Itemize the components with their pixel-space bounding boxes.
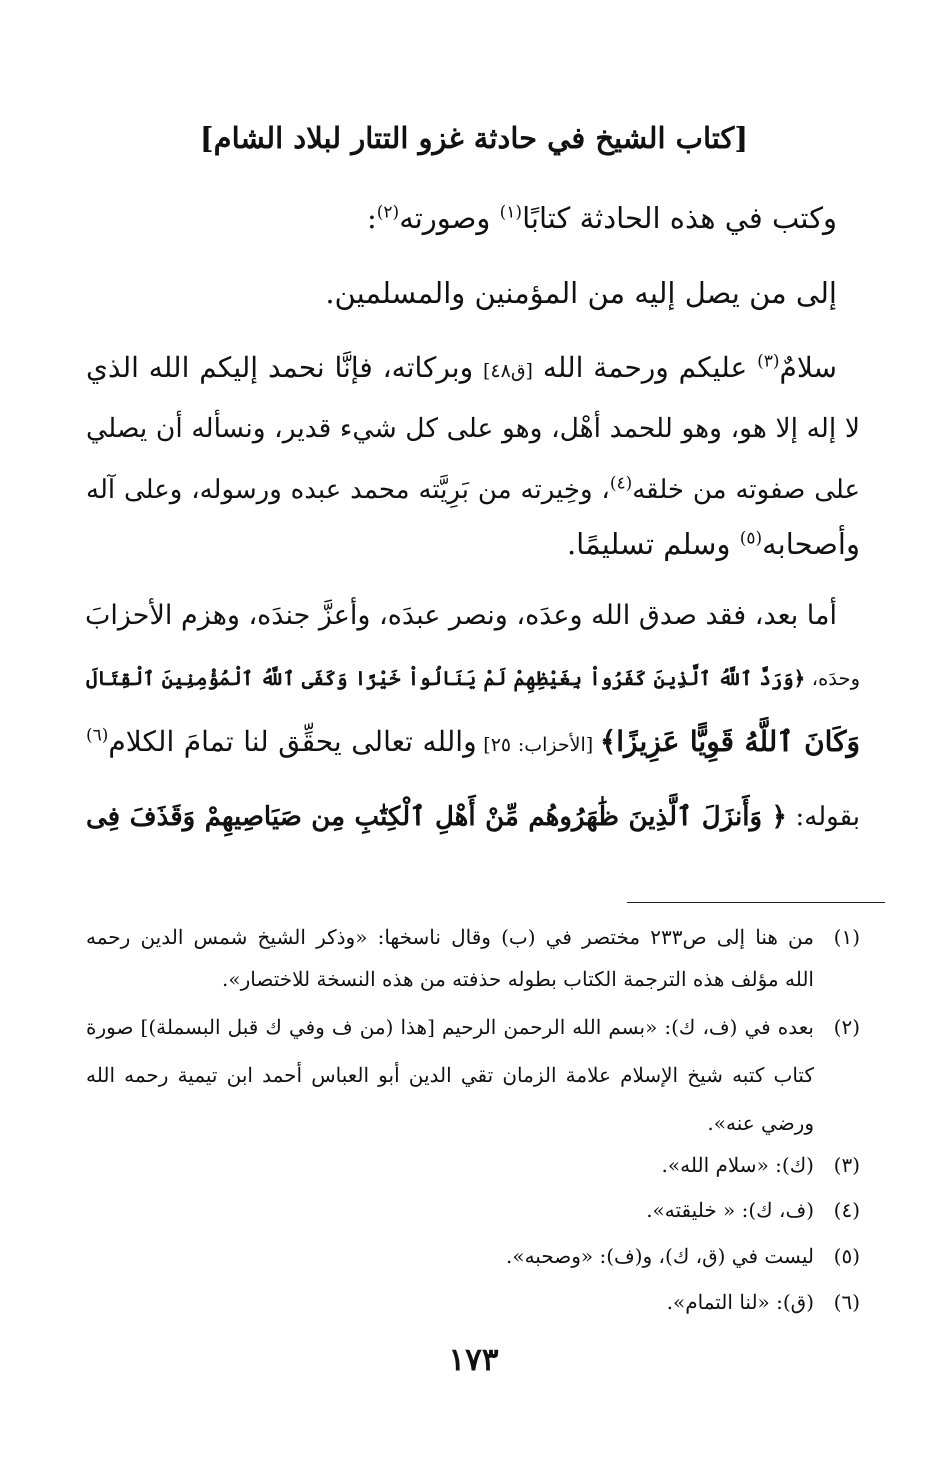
paragraph-line	[86, 512, 860, 576]
footnote-text: كتاب كتبه شيخ الإسلام علامة الزمان تقي الدين أبو العباس أحمد ابن تيمية رحمه الله	[86, 1063, 814, 1087]
footnote-line	[86, 1190, 860, 1230]
footnote-number: (١)	[833, 925, 860, 949]
footnote-text: بعده في (ف، ك): «بسم الله الرحمن الرحيم [هذا (من ف وفي ك قبل البسملة)] صورة	[86, 1015, 814, 1039]
footnote-number: (٢)	[833, 1015, 860, 1039]
footnote-line	[86, 1103, 814, 1143]
body-text: أما بعد، فقد صدق الله وعدَه، ونصر عبدَه، وأعزَّ جندَه، وهزم الأحزابَ	[84, 600, 837, 631]
footnote-marker: (٤)	[609, 473, 633, 494]
paragraph-line	[86, 336, 837, 400]
body-text: إلى من يصل إليه من المؤمنين والمسلمين.	[325, 276, 837, 310]
footnote-line	[86, 1007, 860, 1047]
footnote-text: الله مؤلف هذه الترجمة الكتاب بطوله حذفته من هذه النسخة للاختصار».	[222, 967, 814, 991]
footnote-marker: (٣)	[757, 351, 780, 372]
body-text: والله تعالى يحقِّق لنا تمامَ الكلام	[108, 725, 477, 758]
body-text: وسلم تسليمًا.	[566, 527, 740, 561]
body-text: وبركاته، فإنَّا نحمد إليكم الله الذي	[86, 351, 483, 384]
paragraph-line	[86, 647, 860, 711]
footnote-line	[86, 917, 860, 957]
footnote-number: (٣)	[833, 1153, 860, 1177]
footnote-line	[86, 959, 814, 999]
body-text: بقوله:	[786, 802, 860, 832]
footnote-line	[86, 1282, 860, 1322]
body-text: عليكم ورحمة الله	[532, 351, 758, 384]
footnote-marker: (١)	[499, 202, 523, 223]
page-number: ١٧٣	[448, 1342, 499, 1378]
paragraph-line	[86, 261, 837, 325]
body-text: على صفوته من خلقه	[632, 475, 861, 505]
quran-verse: ﴿ وَأَنزَلَ ٱلَّذِينَ ظَٰهَرُوهُم مِّنْ أَهْلِ ٱلْكِتَٰبِ مِن صَيَاصِيهِمْ وَقَذَفَ فِى	[86, 802, 787, 832]
footnote-marker: (٥)	[739, 528, 763, 549]
footnote-number: (٥)	[833, 1244, 860, 1268]
quran-verse: ﴿وَرَدَّ ٱللَّهُ ٱلَّذِينَ كَفَرُواْ بِغَيْظِهِمْ لَمْ يَنَالُواْ خَيْرًا وَكَفَى ٱللَّهُ ٱلْمُؤْمِنِينَ ٱلْقِتَالَ	[86, 667, 806, 690]
body-text: ، وخِيرته من بَرِيَّته محمد عبده ورسوله، وعلى آله	[86, 475, 610, 505]
body-text: وكتب في هذه الحادثة كتابًا	[522, 201, 837, 235]
paragraph-line	[86, 584, 837, 648]
footnote-separator	[627, 902, 885, 903]
paragraph-line	[86, 186, 837, 250]
footnote-text: (ف، ك): « خليقته».	[646, 1198, 814, 1222]
footnote-number: (٤)	[833, 1198, 860, 1222]
manuscript-reference: [ق٤٨]	[482, 360, 533, 382]
footnote-marker: (٦)	[86, 725, 109, 746]
footnote-line	[86, 1145, 860, 1185]
quran-verse: وَكَانَ ٱللَّهُ قَوِيًّا عَزِيزًا﴾	[599, 725, 861, 758]
paragraph-line	[86, 785, 860, 849]
section-heading: [كتاب الشيخ في حادثة غزو التتار لبلاد الشام]	[199, 121, 749, 155]
body-text: :	[366, 201, 377, 235]
body-text: سلامٌ	[779, 351, 837, 384]
footnote-line	[86, 1055, 814, 1095]
verse-reference: [الأحزاب: ٢٥]	[476, 734, 600, 756]
footnote-text: من هنا إلى ص٢٣٣ مختصر في (ب) وقال ناسخها: «وذكر الشيخ شمس الدين رحمه	[86, 925, 814, 949]
paragraph-line	[86, 397, 860, 461]
paragraph-line	[86, 710, 860, 774]
body-text: وأصحابه	[762, 527, 860, 561]
footnote-number: (٦)	[833, 1290, 860, 1314]
footnote-text: ليست في (ق، ك)، و(ف): «وصحبه».	[505, 1244, 814, 1268]
footnote-line	[86, 1236, 860, 1276]
body-text: وحدَه،	[805, 667, 860, 690]
footnote-text: (ك): «سلام الله».	[661, 1153, 814, 1177]
body-text: وصورته	[399, 201, 500, 235]
footnote-marker: (٢)	[376, 202, 400, 223]
footnote-text: (ق): «لنا التمام».	[666, 1290, 814, 1314]
body-text: لا إله إلا هو، وهو للحمد أهْل، وهو على كل شيء قدير، ونسأله أن يصلي	[86, 413, 860, 444]
footnote-text: ورضي عنه».	[707, 1111, 814, 1135]
